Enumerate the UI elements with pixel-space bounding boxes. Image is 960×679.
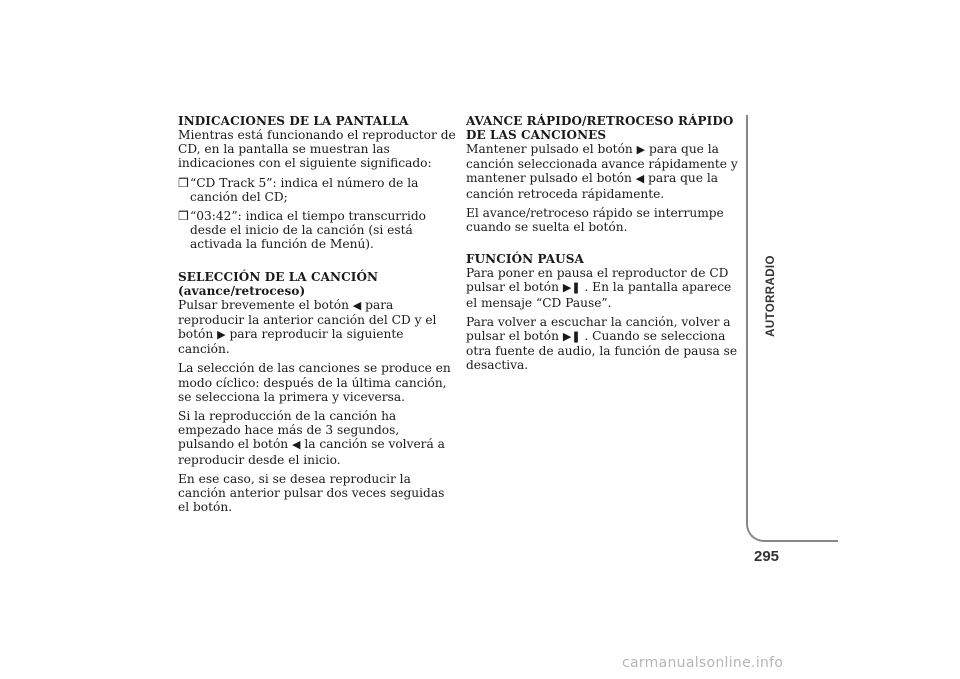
text-segment: Para volver a escuchar la canción, volver a pulsar el botón — [466, 314, 731, 344]
text-segment: la canción se volverá a reproducir desde el inicio. — [178, 437, 445, 467]
play-pause-icon: ▶❚ — [562, 281, 581, 295]
paragraph-ciclica: La selección de las canciones se produce en modo cíclico: después de la última canción, se selecciona la primera y viceversa. — [178, 361, 451, 404]
text-segment: Pulsar brevemente el botón — [178, 297, 349, 312]
list-item-text: “CD Track 5”: indica el número de la canción del CD; — [190, 175, 419, 204]
text-segment: . Cuando se selecciona otra fuente de audio, la función de pausa se desactiva. — [466, 329, 738, 373]
list-item — [178, 209, 456, 252]
text-segment: . En la pantalla aparece el mensaje “CD Pause”. — [466, 280, 732, 310]
paragraph-intro: Mientras está funcionando el reproductor de CD, en la pantalla se muestran las indicaciones con el siguiente significado: — [178, 128, 456, 171]
paragraph-pausa — [466, 266, 738, 310]
heading-avance: AVANCE RÁPIDO/RETROCESO RÁPIDO DE LAS CANCIONES — [466, 114, 734, 142]
checkbox-bullet-icon: ❒ — [178, 209, 189, 224]
paragraph-interrumpe: El avance/retroceso rápido se interrumpe cuando se suelta el botón. — [466, 205, 724, 235]
heading-seleccion-line2: (avance/retroceso) — [178, 283, 306, 298]
heading-seleccion-line1: SELECCIÓN DE LA CANCIÓN — [178, 269, 379, 284]
prev-track-icon: ◀ — [292, 438, 301, 452]
heading-seleccion — [178, 270, 456, 298]
text-segment: Para poner en pausa el reproductor de CD pulsar el botón — [466, 266, 729, 295]
text-segment: para reproducir la anterior canción del CD y el botón — [178, 297, 437, 342]
next-track-icon: ▶ — [636, 143, 646, 156]
text-segment: para que la canción retroceda rápidamente. — [466, 171, 718, 201]
section-name: AUTORRADIO — [765, 255, 777, 337]
page-number: 295 — [754, 548, 780, 565]
right-column — [466, 114, 738, 378]
section-tab-frame — [746, 115, 838, 542]
text-segment: para reproducir la siguiente canción. — [178, 327, 404, 357]
prev-track-icon: ◀ — [352, 298, 362, 312]
paragraph-si — [178, 409, 456, 467]
prev-track-icon: ◀ — [635, 172, 645, 186]
watermark: carmanualsonline.info — [622, 655, 784, 671]
list-item — [178, 176, 456, 204]
heading-pausa: FUNCIÓN PAUSA — [466, 252, 584, 267]
text-segment: Si la reproducción de la canción ha empezado hace más de 3 segundos, pulsando el botón — [178, 409, 400, 452]
next-track-icon: ▶ — [217, 328, 226, 342]
paragraph-volver — [466, 315, 738, 373]
paragraph-mantener — [466, 142, 738, 201]
heading-indicaciones: INDICACIONES DE LA PANTALLA — [178, 114, 409, 128]
text-segment: Mantener pulsado el botón — [466, 142, 633, 156]
paragraph-ese-caso: En ese caso, si se desea reproducir la canción anterior pulsar dos veces seguidas el botón. — [178, 471, 445, 515]
play-pause-icon: ▶❚ — [562, 330, 581, 344]
text-segment: para que la canción seleccionada avance rápidamente y mantener pulsado el botón — [466, 142, 738, 186]
paragraph-pulsar — [178, 298, 456, 357]
checkbox-bullet-icon: ❒ — [178, 175, 189, 190]
left-column — [178, 114, 456, 519]
list-item-text: “03:42”: indica el tiempo transcurrido desde el inicio de la canción (si está activada la función de Menú). — [190, 209, 426, 252]
